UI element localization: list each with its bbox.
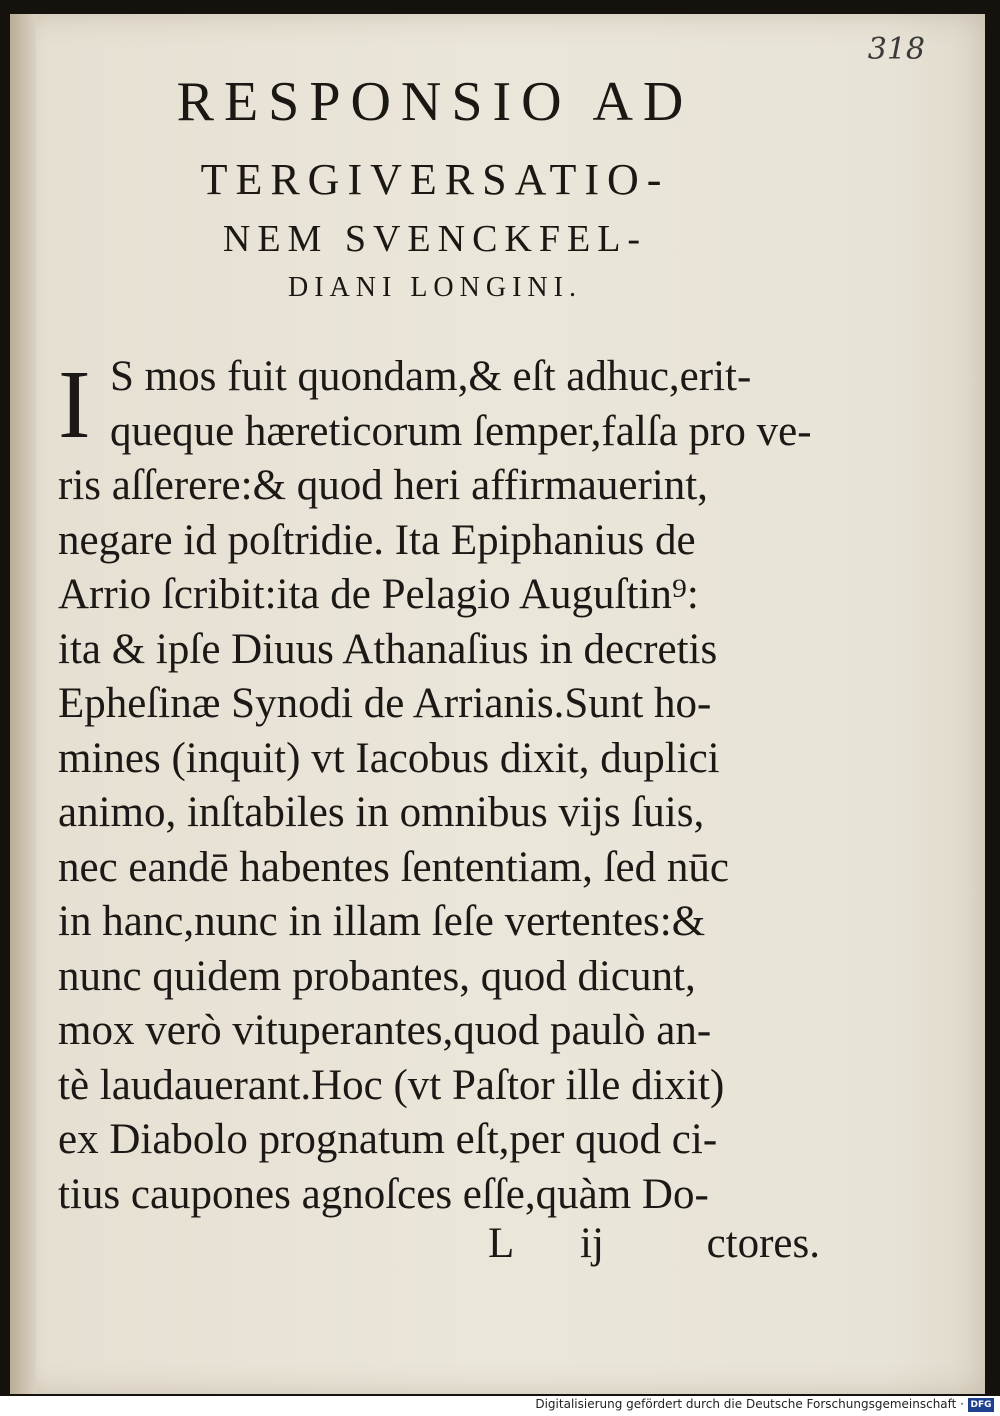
text-line: mox verò vituperantes,quod paulò an- xyxy=(58,1007,712,1054)
text-line: Arrio ſcribit:ita de Pelagio Auguſtin⁹: xyxy=(58,571,699,618)
footer-credit: Digitalisierung gefördert durch die Deutsche Forschungsgemeinschaft · xyxy=(535,1397,964,1411)
book-page xyxy=(10,14,985,1394)
text-line: negare id poſtridie. Ita Epiphanius de xyxy=(58,516,696,564)
text-line: mines (inquit) vt Iacobus dixit, duplici xyxy=(58,734,720,782)
text-line: nunc quidem probantes, quod dicunt, xyxy=(58,952,696,1000)
text-line: nec eandē habentes ſententiam, ſed nūc xyxy=(58,843,729,891)
text-line: queque hæreticorum ſemper,falſa pro ve- xyxy=(110,407,812,455)
text-line: in hanc,nunc in illam ſeſe vertentes:& xyxy=(58,898,706,945)
drop-cap-initial: I xyxy=(58,351,91,459)
heading-line-4: DIANI LONGINI. xyxy=(288,272,582,303)
folio-number: 318 xyxy=(867,32,925,67)
signature-letter: L xyxy=(488,1220,515,1267)
text-line: Epheſinæ Synodi de Arrianis.Sunt ho- xyxy=(58,680,712,727)
heading-line-3: NEM SVENCKFEL- xyxy=(222,218,648,260)
heading-line-1: RESPONSIO AD xyxy=(176,71,694,133)
catchline xyxy=(440,1219,820,1273)
text-line: tè laudauerant.Hoc (vt Paſtor ille dixit) xyxy=(58,1061,725,1109)
page-gutter-shadow xyxy=(10,14,36,1394)
signature-number: ij xyxy=(580,1220,604,1267)
text-line: tius caupones agnoſces eſſe,quàm Do- xyxy=(58,1170,709,1218)
dfg-logo: DFG xyxy=(968,1398,994,1412)
page-heading xyxy=(60,71,810,303)
digitization-footer xyxy=(0,1396,1000,1416)
text-line: ita & ipſe Diuus Athanaſius in decretis xyxy=(58,625,718,673)
catchword: ctores. xyxy=(706,1220,820,1267)
text-line: ex Diabolo prognatum eſt,per quod ci- xyxy=(58,1116,718,1163)
heading-line-2: TERGIVERSATIO- xyxy=(200,155,670,204)
text-line: S mos fuit quondam,& eſt adhuc,erit- xyxy=(110,353,752,400)
text-line: ris aſſerere:& quod heri affirmauerint, xyxy=(58,462,708,509)
body-paragraph xyxy=(58,350,818,1222)
text-line: animo, inſtabiles in omnibus vijs ſuis, xyxy=(58,789,705,836)
